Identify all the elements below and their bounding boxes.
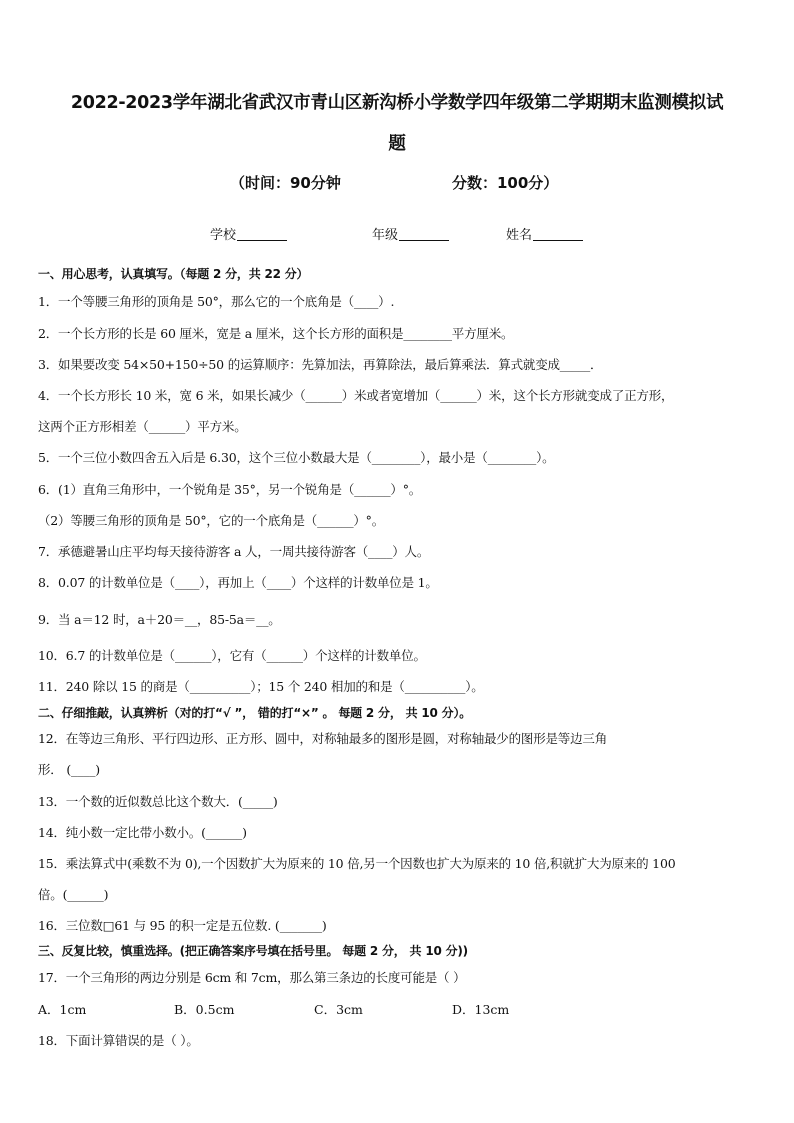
name-blank: [533, 240, 583, 241]
grade-field: [372, 224, 449, 243]
question-13: 13．一个数的近似数总比这个数大．(_____): [38, 794, 278, 809]
grade-blank: [399, 240, 449, 241]
question-17-option-c: C．3cm: [314, 1002, 363, 1017]
question-17-option-a: A．1cm: [38, 1002, 87, 1017]
name-field: [506, 224, 583, 243]
question-12-line2: 形． (____): [38, 762, 100, 777]
question-11: 11．240 除以 15 的商是（__________）；15 个 240 相加的和是（__________）。: [38, 679, 484, 694]
question-15-line2: 倍。(______): [38, 887, 109, 902]
question-12-line1: 12．在等边三角形、平行四边形、正方形、圆中，对称轴最多的图形是圆，对称轴最少的图形是等边三角: [38, 731, 608, 746]
question-8: 8．0.07 的计数单位是（____），再加上（____）个这样的计数单位是 1。: [38, 575, 438, 590]
school-label: 学校: [210, 228, 237, 243]
question-2: 2．一个长方形的长是 60 厘米，宽是 a 厘米，这个长方形的面积是________平方厘米。: [38, 326, 514, 341]
question-17-option-b: B．0.5cm: [174, 1002, 235, 1017]
question-10: 10．6.7 的计数单位是（______），它有（______）个这样的计数单位。: [38, 648, 426, 663]
question-3: 3．如果要改变 54×50+150÷50 的运算顺序：先算加法，再算除法，最后算乘法．算式就变成_____．: [38, 357, 603, 372]
school-blank: [237, 240, 287, 241]
question-6-part2: （2）等腰三角形的顶角是 50°，它的一个底角是（______）°。: [38, 513, 385, 528]
section-2-heading: 二、仔细推敲，认真辨析（对的打“√ ”， 错的打“×” 。 每题 2 分， 共 10 分）。: [38, 706, 472, 720]
exam-score: 分数：100分）: [452, 174, 559, 192]
exam-time: （时间：90分钟: [230, 174, 341, 192]
question-14: 14．纯小数一定比带小数小。(______): [38, 825, 247, 840]
question-16: 16．三位数□61 与 95 的积一定是五位数. (_______): [38, 918, 327, 933]
question-1: 1．一个等腰三角形的顶角是 50°，那么它的一个底角是（____）.: [38, 294, 395, 309]
question-15-line1: 15．乘法算式中(乘数不为 0),一个因数扩大为原来的 10 倍,另一个因数也扩大为原来的 10 倍,积就扩大为原来的 100: [38, 856, 676, 871]
question-6-part1: 6．(1）直角三角形中，一个锐角是 35°，另一个锐角是（______）°。: [38, 482, 422, 497]
question-5: 5．一个三位小数四舍五入后是 6.30，这个三位小数最大是（________），最小是（________）。: [38, 450, 555, 465]
question-4-line1: 4．一个长方形长 10 米，宽 6 米，如果长减少（______）米或者宽增加（______）米，这个长方形就变成了正方形，: [38, 388, 674, 403]
question-4-line2: 这两个正方形相差（______）平方米。: [38, 419, 247, 434]
section-3-heading: 三、反复比较，慎重选择。(把正确答案序号填在括号里。 每题 2 分， 共 10 分)): [38, 944, 468, 958]
name-label: 姓名: [506, 228, 533, 243]
question-17-option-d: D．13cm: [452, 1002, 510, 1017]
question-7: 7．承德避暑山庄平均每天接待游客 a 人，一周共接待游客（____）人。: [38, 544, 430, 559]
school-field: [210, 224, 287, 243]
question-9: 9．当 a＝12 时，a＋20＝__，85-5a＝__。: [38, 612, 281, 627]
question-18: 18．下面计算错误的是（ ）。: [38, 1033, 199, 1048]
grade-label: 年级: [372, 228, 399, 243]
question-17: 17．一个三角形的两边分别是 6cm 和 7cm，那么第三条边的长度可能是（ ）: [38, 970, 466, 985]
section-1-heading: 一、用心思考，认真填写。（每题 2 分，共 22 分）: [38, 267, 309, 281]
exam-title-line1: 2022-2023学年湖北省武汉市青山区新沟桥小学数学四年级第二学期期末监测模拟试: [70, 93, 724, 113]
exam-title-line2: 题: [388, 134, 406, 154]
